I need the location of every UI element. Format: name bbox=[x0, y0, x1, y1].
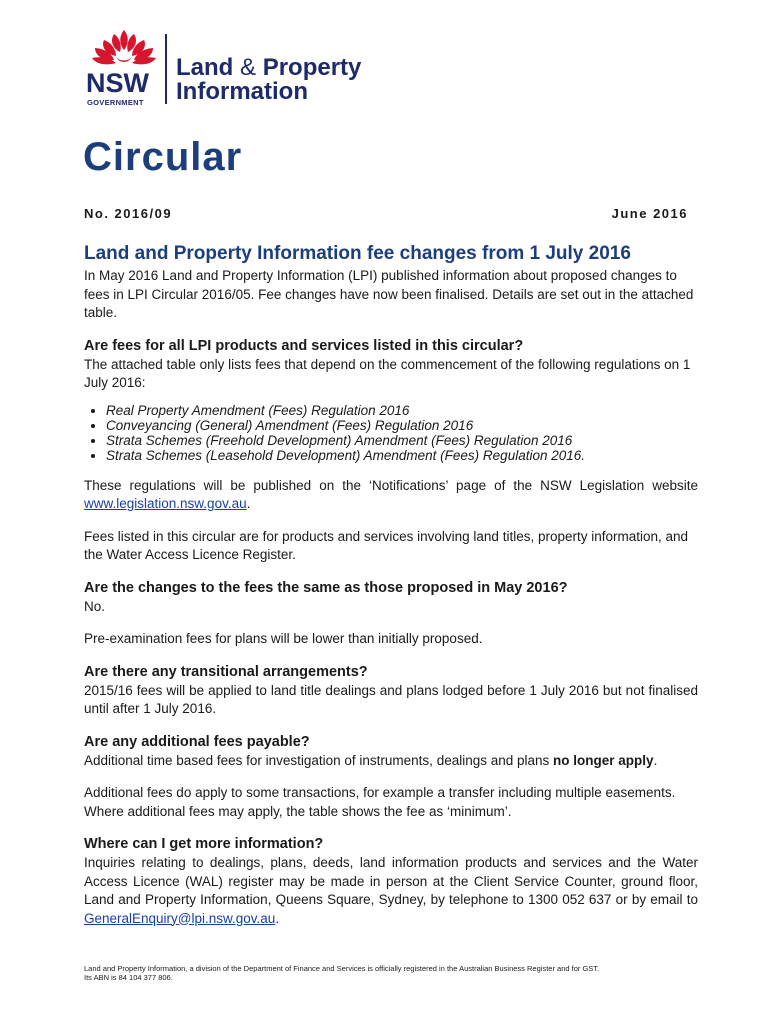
scope-paragraph: The attached table only lists fees that depend on the commencement of the following regulations on 1 July 2016: bbox=[84, 356, 691, 390]
section-heading-additional-fees: Are any additional fees payable? bbox=[84, 733, 310, 750]
footer-line-1: Land and Property Information, a division of the Department of Finance and Services is officially registered in the Australian Business Register and for GST. bbox=[84, 964, 600, 973]
list-item: • Conveyancing (General) Amendment (Fees) Regulation 2016 bbox=[106, 418, 698, 433]
more-info-end: . bbox=[275, 910, 280, 926]
document-title: Circular bbox=[83, 135, 243, 179]
agency-name-ampersand: & bbox=[240, 54, 257, 81]
changes-answer: No. bbox=[84, 598, 106, 614]
publication-end: . bbox=[246, 496, 251, 511]
nsw-wordmark: NSW bbox=[86, 68, 149, 98]
no-longer-apply-emphasis: no longer apply bbox=[553, 752, 654, 768]
logo-divider bbox=[165, 34, 167, 104]
section-heading-changes: Are the changes to the fees the same as those proposed in May 2016? bbox=[84, 579, 568, 596]
general-enquiry-email-link[interactable]: GeneralEnquiry@lpi.nsw.gov.au bbox=[84, 910, 276, 926]
section-heading-more-info: Where can I get more information? bbox=[84, 836, 324, 852]
list-item: • Real Property Amendment (Fees) Regulation 2016 bbox=[106, 403, 698, 418]
legislation-website-link[interactable]: www.legislation.nsw.gov.au bbox=[84, 496, 247, 511]
additional-fees-end: . bbox=[653, 752, 658, 768]
section-heading-transitional: Are there any transitional arrangements? bbox=[84, 663, 368, 680]
fees-scope-paragraph: Fees listed in this circular are for products and services involving land titles, property information, and the Water Access Licence Register. bbox=[84, 528, 689, 562]
transitional-paragraph: 2015/16 fees will be applied to land title dealings and plans lodged before 1 July 2016 but not finalised until after 1 July 2016. bbox=[84, 682, 698, 716]
more-info-paragraph bbox=[84, 854, 698, 928]
additional-fees-paragraph-1 bbox=[84, 752, 698, 771]
section-heading-scope: Are fees for all LPI products and services listed in this circular? bbox=[84, 337, 524, 354]
circular-meta bbox=[84, 206, 688, 226]
regulation-list bbox=[84, 403, 698, 463]
nsw-lpi-logo bbox=[84, 28, 384, 106]
circular-headline: Land and Property Information fee changes from 1 July 2016 bbox=[84, 243, 631, 264]
circular-body bbox=[84, 267, 698, 942]
agency-name-information: Information bbox=[176, 78, 308, 105]
agency-name-property: Property bbox=[262, 54, 362, 81]
additional-fees-text: Additional time based fees for investigation of instruments, dealings and plans bbox=[84, 752, 550, 768]
circular-date: June 2016 bbox=[611, 206, 688, 221]
publication-paragraph bbox=[84, 477, 698, 514]
government-wordmark: GOVERNMENT bbox=[87, 98, 144, 107]
circular-number: No. 2016/09 bbox=[84, 206, 173, 221]
footer-line-2: Its ABN is 84 104 377 806. bbox=[84, 973, 173, 982]
intro-paragraph: In May 2016 Land and Property Information (LPI) published information about proposed changes to fees in LPI Circular 2016/05. Fee changes have now been finalised. Details are set out in the attached table. bbox=[84, 268, 694, 320]
additional-fees-paragraph-2: Additional fees do apply to some transactions, for example a transfer including multiple easements. Where additional fees may apply, the table shows the fee as ‘minimum’. bbox=[84, 785, 676, 819]
list-item: • Strata Schemes (Freehold Development) Amendment (Fees) Regulation 2016 bbox=[106, 433, 698, 448]
agency-name-land: Land bbox=[176, 54, 234, 81]
publication-text: These regulations will be published on the ‘Notifications’ page of the NSW Legislation website bbox=[84, 477, 698, 493]
agency-name bbox=[176, 56, 361, 104]
changes-detail: Pre-examination fees for plans will be lower than initially proposed. bbox=[84, 631, 483, 646]
list-item: • Strata Schemes (Leasehold Development) Amendment (Fees) Regulation 2016. bbox=[106, 448, 698, 463]
more-info-text: Inquiries relating to dealings, plans, deeds, land information products and services and the Water Access Licence (WAL) register may be made in person at the Client Service Counter, ground floor, Land and Property Information, Queens Square, Sydney, by telephone to 1300 052 637 or by email to bbox=[84, 855, 698, 907]
waratah-flower-icon bbox=[84, 28, 164, 72]
page-footer bbox=[84, 964, 684, 982]
